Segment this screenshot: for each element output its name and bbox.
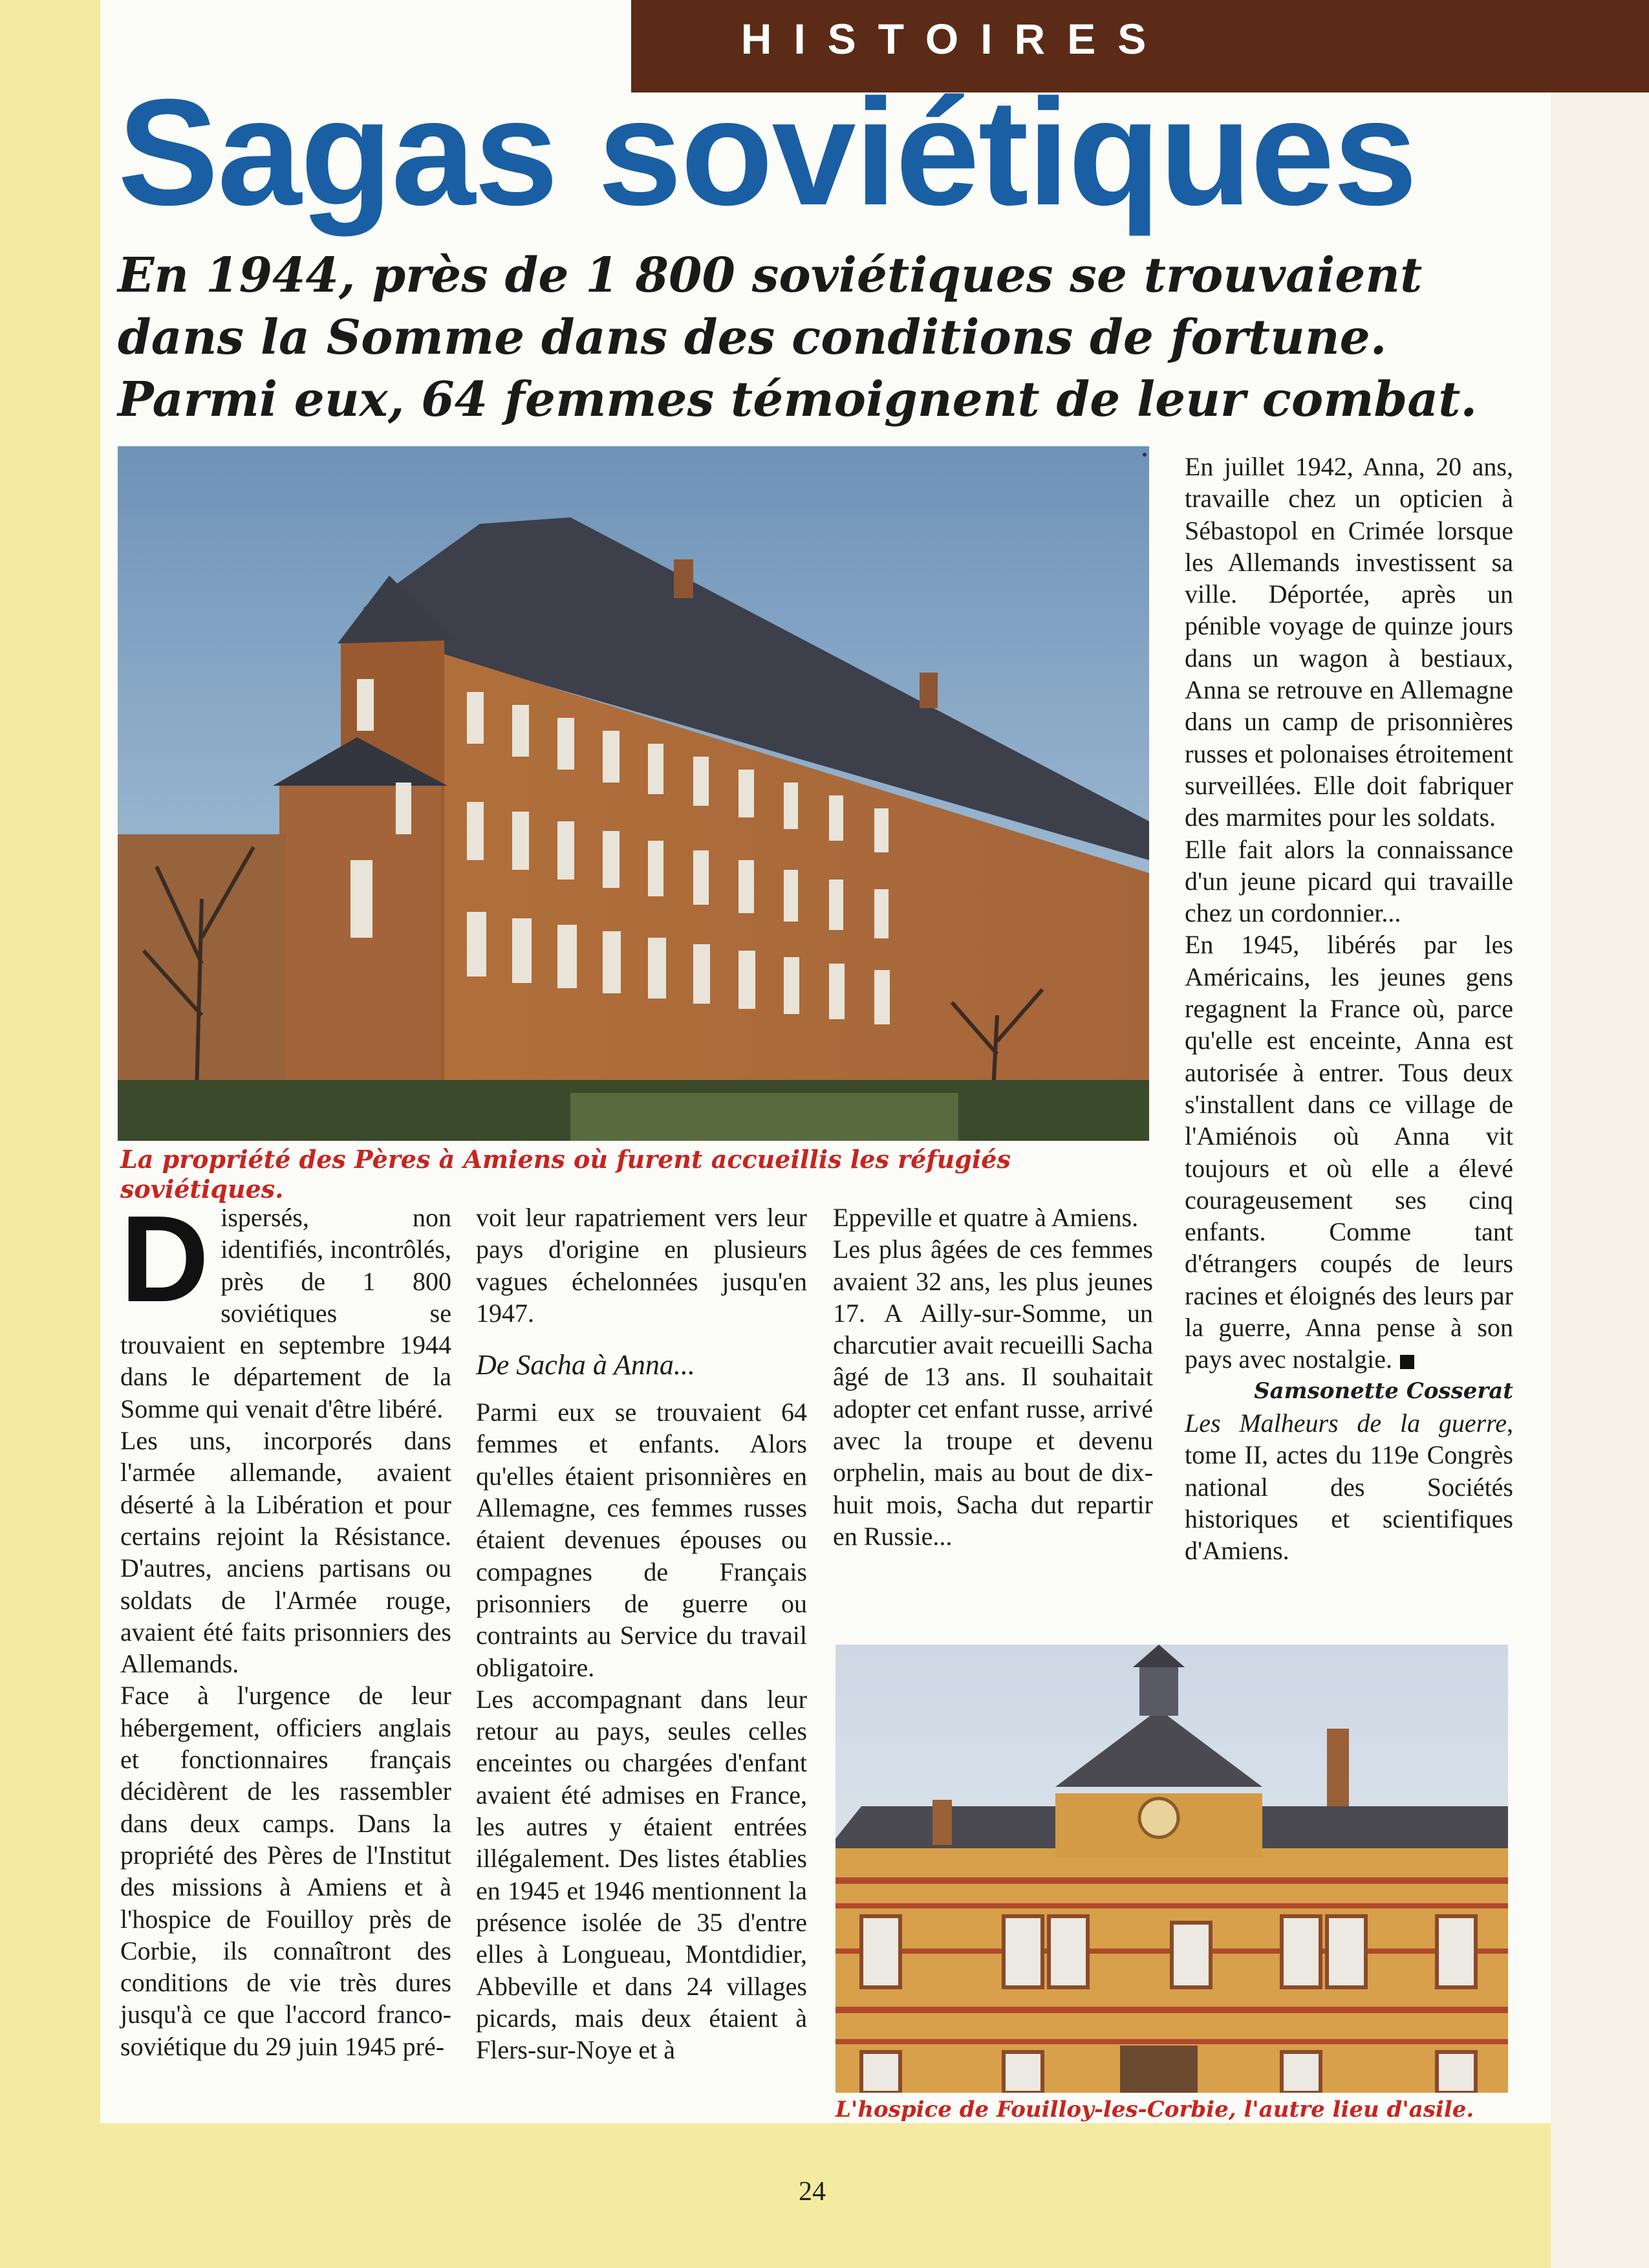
page-number: 24	[799, 2177, 826, 2207]
article-author: Samsonette Cosserat	[1254, 1377, 1513, 1404]
drop-cap: D	[120, 1191, 210, 1328]
col2-paragraph-3: Les accompagnant dans leur retour au pays, seules celles enceintes ou chargées d'enfant avaient été admises en France, les autres y étaient entrées illégalement. Des listes établies en 1945 et 1946 mentionnent la présence isolée de 35 d'entre elles à Longueau, Montdidier, Abbeville et dans 24 villages picards, mais deux étaient à Flers-sur-Noye et à	[476, 1684, 807, 2065]
col4-paragraph-3: En 1945, libérés par les Américains, les jeunes gens regagnent la France où, parce qu'elle est enceinte, Anna est autorisée à entrer. Tous deux s'installent dans ce village de l'Amiénois où Anna vit toujours et où elle a élevé courageusement ses cinq enfants. Comme tant d'étrangers coupés de leurs racines et éloignés des leurs par la guerre, Anna pense à son pays avec nostalgie.	[1185, 930, 1513, 1374]
fouilloy-hospice-photo	[835, 1645, 1508, 2093]
col3-paragraph-1: Eppeville et quatre à Amiens.	[833, 1203, 1139, 1232]
amiens-building-photo	[118, 446, 1149, 1141]
article-subtitle: En 1944, près de 1 800 soviétiques se trouvaient dans la Somme dans des conditions de fortune. Parmi eux, 64 femmes témoignent de leur combat.	[118, 248, 1478, 427]
right-margin	[1551, 0, 1649, 2268]
article-column-1	[120, 1191, 451, 2062]
section-subhead: De Sacha à Anna...	[476, 1349, 695, 1381]
col4-paragraph-1: En juillet 1942, Anna, 20 ans, travaille chez un opticien à Sébastopol en Crimée lorsque les Allemands investissent sa ville. Déportée, après un pénible voyage de quinze jours dans un wagon à bestiaux, Anna se retrouve en Allemagne dans un camp de prisonnières russes et polonaises étroitement surveillées. Elle doit fabriquer des marmites pour les soldats.	[1185, 452, 1513, 832]
article-column-4	[1185, 451, 1513, 1566]
col3-paragraph-2: Les plus âgées de ces femmes avaient 32 ans, les plus jeunes 17. A Ailly-sur-Somme, un charcutier avait recueilli Sacha âgé de 13 ans. Il souhaitait adopter cet enfant russe, arrivé avec la troupe et devenu orphelin, mais au bout de dix-huit mois, Sacha dut repartir en Russie...	[833, 1235, 1153, 1551]
article-title: Sagas soviétiques	[118, 67, 1416, 237]
section-label: HISTOIRES	[740, 15, 1169, 63]
col1-paragraph-1: Dispersés, non identifiés, incontrôlés, près de 1 800 soviétiques se trouvaient en septembre 1944 dans le département de la Somme qui venait d'être libéré.	[120, 1191, 451, 1423]
col2-paragraph-2: Parmi eux se trouvaient 64 femmes et enfants. Alors qu'elles étaient prisonnières en Allemagne, ces femmes russes étaient devenues épouses ou compagnes de Français prisonniers de guerre ou contraints au Service du travail obligatoire.	[476, 1398, 807, 1682]
col4-paragraph-2: Elle fait alors la connaissance d'un jeune picard qui travaille chez un cordonnier...	[1185, 834, 1513, 928]
end-of-article-mark	[1400, 1355, 1414, 1369]
photo2-caption: L'hospice de Fouilloy-les-Corbie, l'autre lieu d'asile.	[835, 2097, 1474, 2122]
col1-paragraph-3: Face à l'urgence de leur hébergement, officiers anglais et fonctionnaires français décidèrent de les rassembler dans deux camps. Dans la propriété des Pères de l'Institut des missions à Amiens et à l'hospice de Fouilloy près de Corbie, ils connaîtront des conditions de vie très dures jusqu'à ce que l'accord franco-soviétique du 29 juin 1945 pré-	[120, 1681, 451, 2061]
column-dot	[1143, 453, 1147, 457]
col2-paragraph-1: voit leur rapatriement vers leur pays d'origine en plusieurs vagues échelonnées jusqu'en 1947.	[476, 1203, 807, 1328]
article-source: Les Malheurs de la guerre, tome II, actes du 119e Congrès national des Sociétés historiques et scientifiques d'Amiens.	[1185, 1408, 1513, 1566]
source-book-title: Les Malheurs de la guerre	[1185, 1408, 1507, 1438]
article-column-2	[476, 1202, 807, 2066]
article-column-3	[833, 1202, 1153, 1552]
left-yellow-band	[0, 0, 100, 2268]
col1-paragraph-2: Les uns, incorporés dans l'armée allemande, avaient déserté à la Libération et pour certains rejoint la Résistance. D'autres, anciens partisans ou soldats de l'Armée rouge, avaient été faits prisonniers des Allemands.	[120, 1426, 451, 1679]
photo1-caption: La propriété des Pères à Amiens où furent accueillis les réfugiés soviétiques.	[120, 1145, 1011, 1204]
